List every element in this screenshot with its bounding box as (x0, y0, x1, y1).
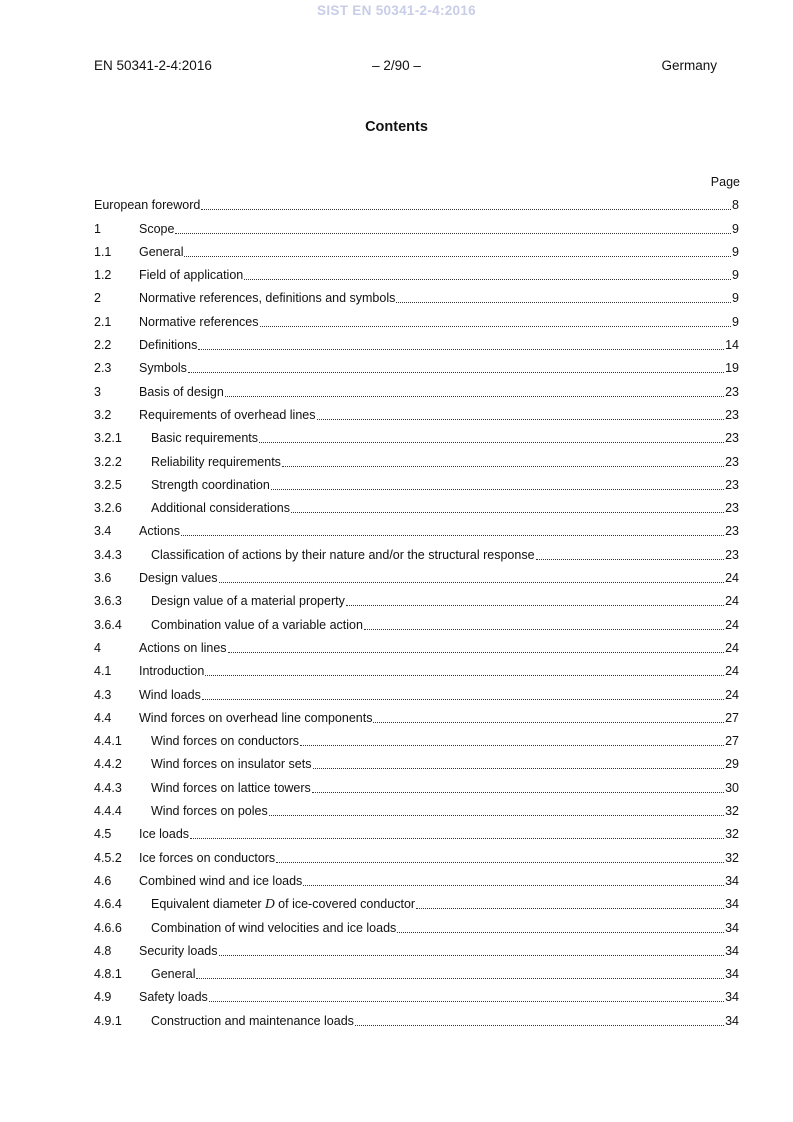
dot-leader (188, 372, 724, 373)
toc-entry-title: Reliability requirements (151, 454, 281, 469)
dot-leader (271, 489, 724, 490)
dot-leader (291, 512, 724, 513)
header-country: Germany (661, 58, 717, 73)
toc-entry[interactable] (94, 679, 739, 702)
toc-entry-number: 4.4.3 (94, 780, 122, 795)
toc-entry-page: 23 (725, 501, 739, 516)
dot-leader (397, 932, 724, 933)
toc-entry-title: Ice loads (139, 827, 190, 842)
toc-entry-title: Actions (139, 524, 180, 539)
toc-entry-page: 30 (725, 780, 739, 795)
toc-entry[interactable] (94, 563, 739, 586)
dot-leader (225, 396, 724, 397)
toc-entry-page: 23 (725, 454, 739, 469)
toc-entry[interactable] (94, 400, 739, 423)
toc-entry-page: 34 (725, 873, 739, 888)
toc-entry[interactable] (94, 912, 739, 935)
toc-entry-number: 2 (94, 291, 101, 306)
toc-entry-page: 9 (732, 221, 739, 236)
dot-leader (396, 302, 731, 303)
toc-entry[interactable] (94, 213, 739, 236)
toc-entry[interactable] (94, 330, 739, 353)
dot-leader (276, 862, 724, 863)
toc-entry-title: Security loads (139, 943, 218, 958)
toc-entry[interactable] (94, 353, 739, 376)
toc-entry-page: 24 (725, 617, 739, 632)
toc-entry-page: 14 (725, 338, 739, 353)
dot-leader (202, 699, 724, 700)
toc-entry-number: 1.1 (94, 244, 112, 259)
dot-leader (198, 349, 724, 350)
toc-entry-number: 4.9.1 (94, 1013, 122, 1028)
toc-entry-page: 32 (725, 804, 739, 819)
dot-leader (536, 559, 725, 560)
toc-entry-number: 3.4 (94, 524, 112, 539)
dot-leader (416, 908, 724, 909)
toc-entry-number: 4.1 (94, 664, 112, 679)
toc-entry-title: Combination value of a variable action (151, 617, 363, 632)
toc-entry[interactable] (94, 982, 739, 1005)
toc-entry[interactable] (94, 726, 739, 749)
toc-entry-number: 4.8 (94, 943, 112, 958)
toc-entry-title: Wind forces on conductors (151, 734, 299, 749)
toc-entry[interactable] (94, 749, 739, 772)
toc-entry-number: 4.4.1 (94, 734, 122, 749)
toc-entry-page: 34 (725, 897, 739, 912)
dot-leader (205, 675, 724, 676)
dot-leader (219, 955, 725, 956)
toc-entry-title: General (139, 244, 184, 259)
toc-entry-number: 4.4.2 (94, 757, 122, 772)
toc-entry-page: 27 (725, 710, 739, 725)
toc-entry-page: 24 (725, 687, 739, 702)
toc-entry[interactable] (94, 237, 739, 260)
toc-entry-number: 3 (94, 384, 101, 399)
toc-entry-title: European foreword (94, 198, 201, 213)
toc-entry-number: 3.6.4 (94, 617, 122, 632)
table-of-contents (94, 190, 739, 1029)
toc-entry[interactable] (94, 656, 739, 679)
dot-leader (190, 838, 724, 839)
toc-entry-number: 4.4.4 (94, 804, 122, 819)
dot-leader (373, 722, 724, 723)
toc-entry-title: Classification of actions by their nature and/or the structural response (151, 547, 535, 562)
toc-entry-title: Combination of wind velocities and ice loads (151, 920, 397, 935)
dot-leader (282, 466, 724, 467)
toc-entry-title: Definitions (139, 338, 198, 353)
toc-entry-page: 23 (725, 384, 739, 399)
toc-entry-title: Wind forces on lattice towers (151, 780, 311, 795)
toc-entry[interactable] (94, 703, 739, 726)
math-symbol: D (264, 896, 275, 912)
dot-leader (184, 256, 731, 257)
toc-entry-page: 34 (725, 943, 739, 958)
toc-entry-number: 3.6 (94, 571, 112, 586)
dot-leader (175, 233, 731, 234)
toc-entry-title: Symbols (139, 361, 187, 376)
dot-leader (317, 419, 725, 420)
toc-entry-page: 27 (725, 734, 739, 749)
toc-entry-page: 23 (725, 477, 739, 492)
toc-entry[interactable] (94, 1005, 739, 1028)
toc-entry[interactable] (94, 633, 739, 656)
dot-leader (312, 792, 724, 793)
page-title: Contents (365, 119, 428, 135)
toc-entry-title (151, 896, 415, 912)
toc-entry-page: 34 (725, 967, 739, 982)
toc-entry-page: 24 (725, 640, 739, 655)
toc-entry-number: 4.6 (94, 873, 112, 888)
dot-leader (313, 768, 725, 769)
toc-entry-title: Safety loads (139, 990, 208, 1005)
toc-entry-title: Additional considerations (151, 501, 290, 516)
dot-leader (269, 815, 724, 816)
toc-entry-page: 23 (725, 431, 739, 446)
toc-entry-number: 2.3 (94, 361, 112, 376)
toc-entry-page: 8 (732, 198, 739, 213)
toc-entry-title: Basic requirements (151, 431, 258, 446)
toc-entry-title: Requirements of overhead lines (139, 407, 316, 422)
page-column-label: Page (710, 175, 740, 189)
toc-entry-number: 4.6.4 (94, 897, 122, 912)
toc-entry-title: Wind forces on overhead line components (139, 710, 373, 725)
dot-leader (364, 629, 724, 630)
toc-entry-page: 9 (732, 268, 739, 283)
toc-entry-title: Design value of a material property (151, 594, 345, 609)
toc-entry-page: 24 (725, 571, 739, 586)
dot-leader (201, 209, 731, 210)
dot-leader (228, 652, 725, 653)
toc-entry[interactable] (94, 260, 739, 283)
toc-entry-number: 3.4.3 (94, 547, 122, 562)
toc-entry[interactable] (94, 936, 739, 959)
dot-leader (181, 535, 724, 536)
toc-entry-number: 3.6.3 (94, 594, 122, 609)
toc-entry-title: Strength coordination (151, 477, 270, 492)
toc-entry-title: Scope (139, 221, 175, 236)
toc-entry-number: 4.3 (94, 687, 112, 702)
toc-entry[interactable] (94, 819, 739, 842)
dot-leader (219, 582, 725, 583)
toc-entry-number: 3.2.5 (94, 477, 122, 492)
toc-entry-page: 34 (725, 990, 739, 1005)
toc-entry-number: 2.2 (94, 338, 112, 353)
toc-entry-number: 3.2.2 (94, 454, 122, 469)
toc-entry-page: 34 (725, 1013, 739, 1028)
toc-entry-number: 3.2.6 (94, 501, 122, 516)
dot-leader (346, 605, 724, 606)
dot-leader (300, 745, 724, 746)
toc-entry[interactable] (94, 423, 739, 446)
toc-entry[interactable] (94, 609, 739, 632)
toc-entry-number: 4.5.2 (94, 850, 122, 865)
toc-entry-number: 4.4 (94, 710, 112, 725)
toc-entry[interactable] (94, 772, 739, 795)
toc-entry-page: 23 (725, 547, 739, 562)
dot-leader (260, 326, 732, 327)
toc-entry-title: Field of application (139, 268, 244, 283)
toc-entry-number: 4.8.1 (94, 967, 122, 982)
toc-entry-title: Ice forces on conductors (139, 850, 276, 865)
toc-entry[interactable] (94, 446, 739, 469)
toc-entry[interactable] (94, 470, 739, 493)
toc-entry-title-part: Equivalent diameter (151, 897, 265, 912)
toc-entry-title-part: of ice-covered conductor (274, 897, 416, 912)
toc-entry-title: Actions on lines (139, 640, 227, 655)
toc-entry-number: 4 (94, 640, 101, 655)
toc-entry-number: 2.1 (94, 314, 112, 329)
toc-entry[interactable] (94, 796, 739, 819)
toc-entry-page: 24 (725, 664, 739, 679)
toc-entry[interactable] (94, 586, 739, 609)
toc-entry-title: Basis of design (139, 384, 224, 399)
toc-entry[interactable] (94, 306, 739, 329)
toc-entry-title: Wind forces on insulator sets (151, 757, 312, 772)
toc-entry[interactable] (94, 842, 739, 865)
toc-entry-page: 24 (725, 594, 739, 609)
toc-entry-number: 3.2.1 (94, 431, 122, 446)
dot-leader (244, 279, 731, 280)
dot-leader (196, 978, 724, 979)
toc-entry[interactable] (94, 959, 739, 982)
toc-entry-page: 23 (725, 407, 739, 422)
toc-entry-title: Normative references (139, 314, 259, 329)
toc-entry-number: 3.2 (94, 407, 112, 422)
watermark: SIST EN 50341-2-4:2016 (317, 3, 476, 18)
header-standard-number: EN 50341-2-4:2016 (94, 58, 212, 73)
toc-entry-page: 32 (725, 850, 739, 865)
dot-leader (355, 1025, 724, 1026)
toc-entry-number: 4.9 (94, 990, 112, 1005)
toc-entry-number: 4.5 (94, 827, 112, 842)
toc-entry-page: 9 (732, 244, 739, 259)
toc-entry[interactable] (94, 866, 739, 889)
toc-entry-title: Wind loads (139, 687, 201, 702)
toc-entry-title: Construction and maintenance loads (151, 1013, 354, 1028)
toc-entry[interactable] (94, 493, 739, 516)
toc-entry-page: 9 (732, 314, 739, 329)
toc-entry-page: 32 (725, 827, 739, 842)
toc-entry-page: 19 (725, 361, 739, 376)
toc-entry[interactable] (94, 539, 739, 562)
toc-entry-title: Normative references, definitions and symbols (139, 291, 396, 306)
toc-entry-title: Introduction (139, 664, 205, 679)
toc-entry-page: 23 (725, 524, 739, 539)
header-page-number: – 2/90 – (372, 58, 421, 73)
toc-entry-page: 9 (732, 291, 739, 306)
dot-leader (259, 442, 724, 443)
toc-entry[interactable] (94, 283, 739, 306)
toc-entry[interactable] (94, 190, 739, 213)
toc-entry-page: 34 (725, 920, 739, 935)
toc-entry-number: 4.6.6 (94, 920, 122, 935)
toc-entry-title: Wind forces on poles (151, 804, 268, 819)
toc-entry-page: 29 (725, 757, 739, 772)
toc-entry-number: 1.2 (94, 268, 112, 283)
toc-entry[interactable] (94, 376, 739, 399)
toc-entry[interactable] (94, 889, 739, 912)
toc-entry[interactable] (94, 516, 739, 539)
toc-entry-number: 1 (94, 221, 101, 236)
dot-leader (209, 1001, 724, 1002)
toc-entry-title: Design values (139, 571, 218, 586)
toc-entry-title: General (151, 967, 196, 982)
toc-entry-title: Combined wind and ice loads (139, 873, 303, 888)
dot-leader (303, 885, 724, 886)
